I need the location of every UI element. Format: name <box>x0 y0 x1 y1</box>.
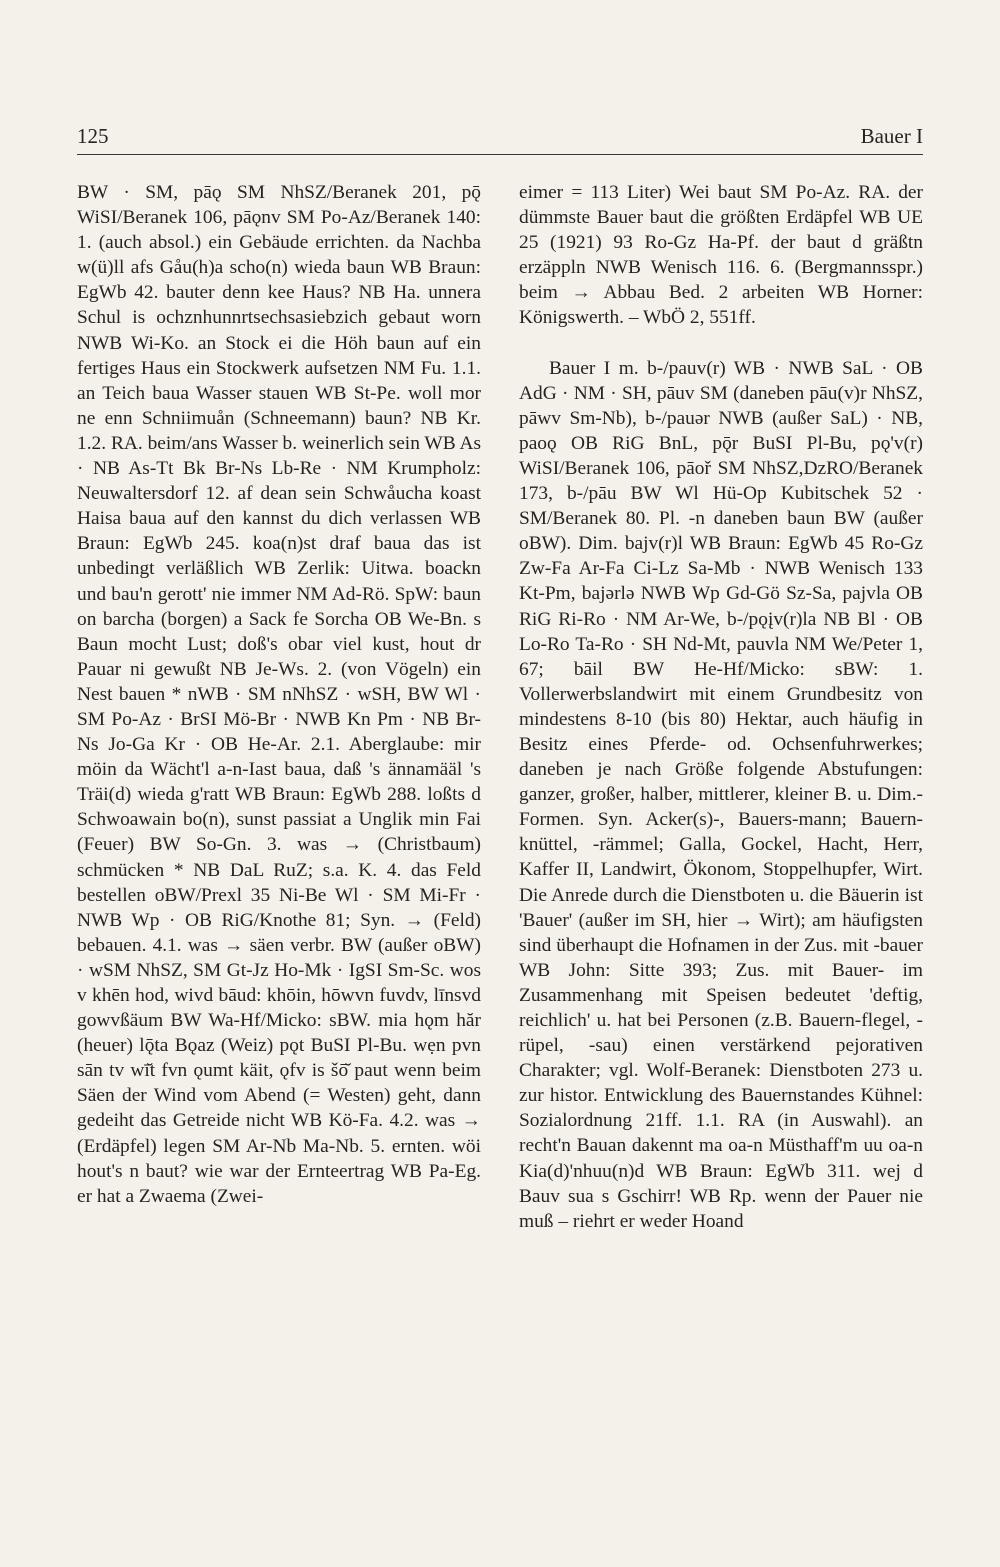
running-head: Bauer I <box>860 124 923 148</box>
dictionary-columns <box>77 180 923 1420</box>
entry-continuation: BW · SM, pāǫ SM NhSZ/Beranek 201, pǭ WiSI/Beranek 106, pāǫnv SM Po-Az/Beranek 140: 1. (auch absol.) ein Gebäude errichten. da Nachba w(ü)ll afs Gåu(h)a scho(n) wieda baun WB Braun: EgWb 42. bauter denn kee Haus? NB Ha. unnera Schul is ochznhunnrtsechsasiebzich gebaut worn NWB Wi-Ko. an Stock ei die Höh baun auf ein fertiges Haus ein Stockwerk aufsetzen NM Fu. 1.1. an Teich baua Wasser stauen WB St-Pe. woll mor ne enn Schniimuån (Schneemann) baun? NB Kr. 1.2. RA. beim/ans Wasser b. weinerlich sein WB As · NB As-Tt Bk Br-Ns Lb-Re · NM Krumpholz: Neuwaltersdorf 12. af dean sein Schwåucha koast Haisa baua auf den kannst du dich verlassen WB Braun: EgWb 245. koa(n)st draf baua das ist unbedingt verläßlich WB Zerlik: Uitwa. boackn und bau'n gerott' nie immer NM Ad-Rö. SpW: baun on barcha (borgen) a Sack fe Sorcha OB We-Bn. s Baun mocht Lust; doß's obar viel kust, hout dr Pauar ni gewußt NB Je-Ws. 2. (von Vögeln) ein Nest bauen * nWB · SM nNhSZ · wSH, BW Wl · SM Po-Az · BrSI Mö-Br · NWB Kn Pm · NB Br-Ns Jo-Ga Kr · OB He-Ar. 2.1. Aberglaube: mir möin da Wächt'l a-n-Iast baua, daß 's ännamääl 's Träi(d) wieda g'ratt WB Braun: EgWb 288. loßts d Schwoawain bo(n), sunst passiat a Unglik min Fai (Feuer) BW So-Gn. 3. was → (Christbaum) schmücken * NB DaL RuZ; s.a. K. 4. das Feld bestellen oBW/Prexl 35 Ni-Be Wl · SM Mi-Fr · NWB Wp · OB RiG/Knothe 81; Syn. → (Feld) bebauen. 4.1. was → säen verbr. BW (außer oBW) · wSM NhSZ, SM Gt-Jz Ho-Mk · IgSI Sm-Sc. wos v khēn hod, wivd bāud: khōin, hōwvn fuvdv, līnsvd gowvßäum BW Wa-Hf/Micko: sBW. mia hǫm hăr (heuer) lǭta Bǫaz (Weiz) pǫt BuSI Pl-Bu. wẹn pvn sān tv wī̆t fvn ǫumt käit, ǫfv is šō̆ paut wenn beim Säen der Wind vom Abend (= Westen) geht, dann gedeiht das Getreide nicht WB Kö-Fa. 4.2. was → (Erdäpfel) legen SM Ar-Nb Ma-Nb. 5. ernten. wöi hout's n baut? wie war der Ernteertrag WB Pa-Eg. er hat a Zwaema (Zwei- <box>77 182 481 1207</box>
page-number: 125 <box>77 124 109 148</box>
entry-bauer-i: Bauer I m. b-/pauv(r) WB · NWB SaL · OB AdG · NM · SH, pāuv SM (daneben pāu(v)r NhSZ, pāwv Sm-Nb), b-/pauər NWB (außer SaL) · NB, paoǫ OB RiG BnL, pǭr BuSI Pl-Bu, pǫ'v(r) WiSI/Beranek 106, pāoř SM NhSZ,DzRO/Beranek 173, b-/pāu BW Wl Hü-Op Kubitschek 52 · SM/Beranek 80. Pl. -n daneben baun BW (außer oBW). Dim. bajv(r)l WB Braun: EgWb 45 Ro-Gz Zw-Fa Ar-Fa Ci-Lz Sa-Mb · NWB Wenisch 133 Kt-Pm, bajərlə NWB Wp Gd-Gö Sz-Sa, pajvla OB RiG Ri-Ro · NM Ar-We, b-/pǫįv(r)la NB Bl · OB Lo-Ro Ta-Ro · SH Nd-Mt, pauvla NM We/Peter 1, 67; bāil BW He-Hf/Micko: sBW: 1. Vollerwerbslandwirt mit einem Grundbesitz von mindestens 8-10 (bis 80) Hektar, auch häufig in Besitz eines Pferde- od. Ochsenfuhrwerkes; daneben je nach Größe folgende Abstufungen: ganzer, großer, halber, mittlerer, kleiner B. u. Dim.-Formen. Syn. Acker(s)-, Bauers-mann; Bauern-knüttel, -rämmel; Galla, Gockel, Hacht, Herr, Kaffer II, Landwirt, Ökonom, Stoppelhupfer, Wirt. Die Anrede durch die Dienstboten u. die Bäuerin ist 'Bauer' (außer im SH, hier → Wirt); am häufigsten sind überhaupt die Hofnamen in der Zus. mit -bauer WB John: Sitte 393; Zus. mit Bauer- im Zusammenhang mit Speisen bedeutet 'deftig, reichlich' u. hat bei Personen (z.B. Bauern-flegel, -rüpel, -sau) einen verstärkend pejorativen Charakter; vgl. Wolf-Beranek: Dienstboten 273 u. zur histor. Entwicklung des Bauernstandes Kühnel: Sozialordnung 21ff. 1.1. RA (in Auswahl). an recht'n Bauan dakennt ma oa-n Müsthaff'm uu oa-n Kia(d)'nhuu(n)d WB Braun: EgWb 311. wej d Bauv sua s Gschirr! WB Rp. wenn der Pauer nie muß – riehrt er weder Hoand <box>519 357 923 1232</box>
page-header <box>77 124 923 155</box>
left-column <box>77 180 481 1420</box>
entry-continuation: eimer = 113 Liter) Wei baut SM Po-Az. RA. der dümmste Bauer baut die größten Erdäpfel WB UE 25 (1921) 93 Ro-Gz Ha-Pf. der baut d gräßtn erzäppln NWB Wenisch 116. 6. (Bergmannsspr.) beim → Abbau Bed. 2 arbeiten WB Horner: Königswerth. – WbÖ 2, 551ff. <box>519 182 923 329</box>
right-column <box>519 180 923 1420</box>
